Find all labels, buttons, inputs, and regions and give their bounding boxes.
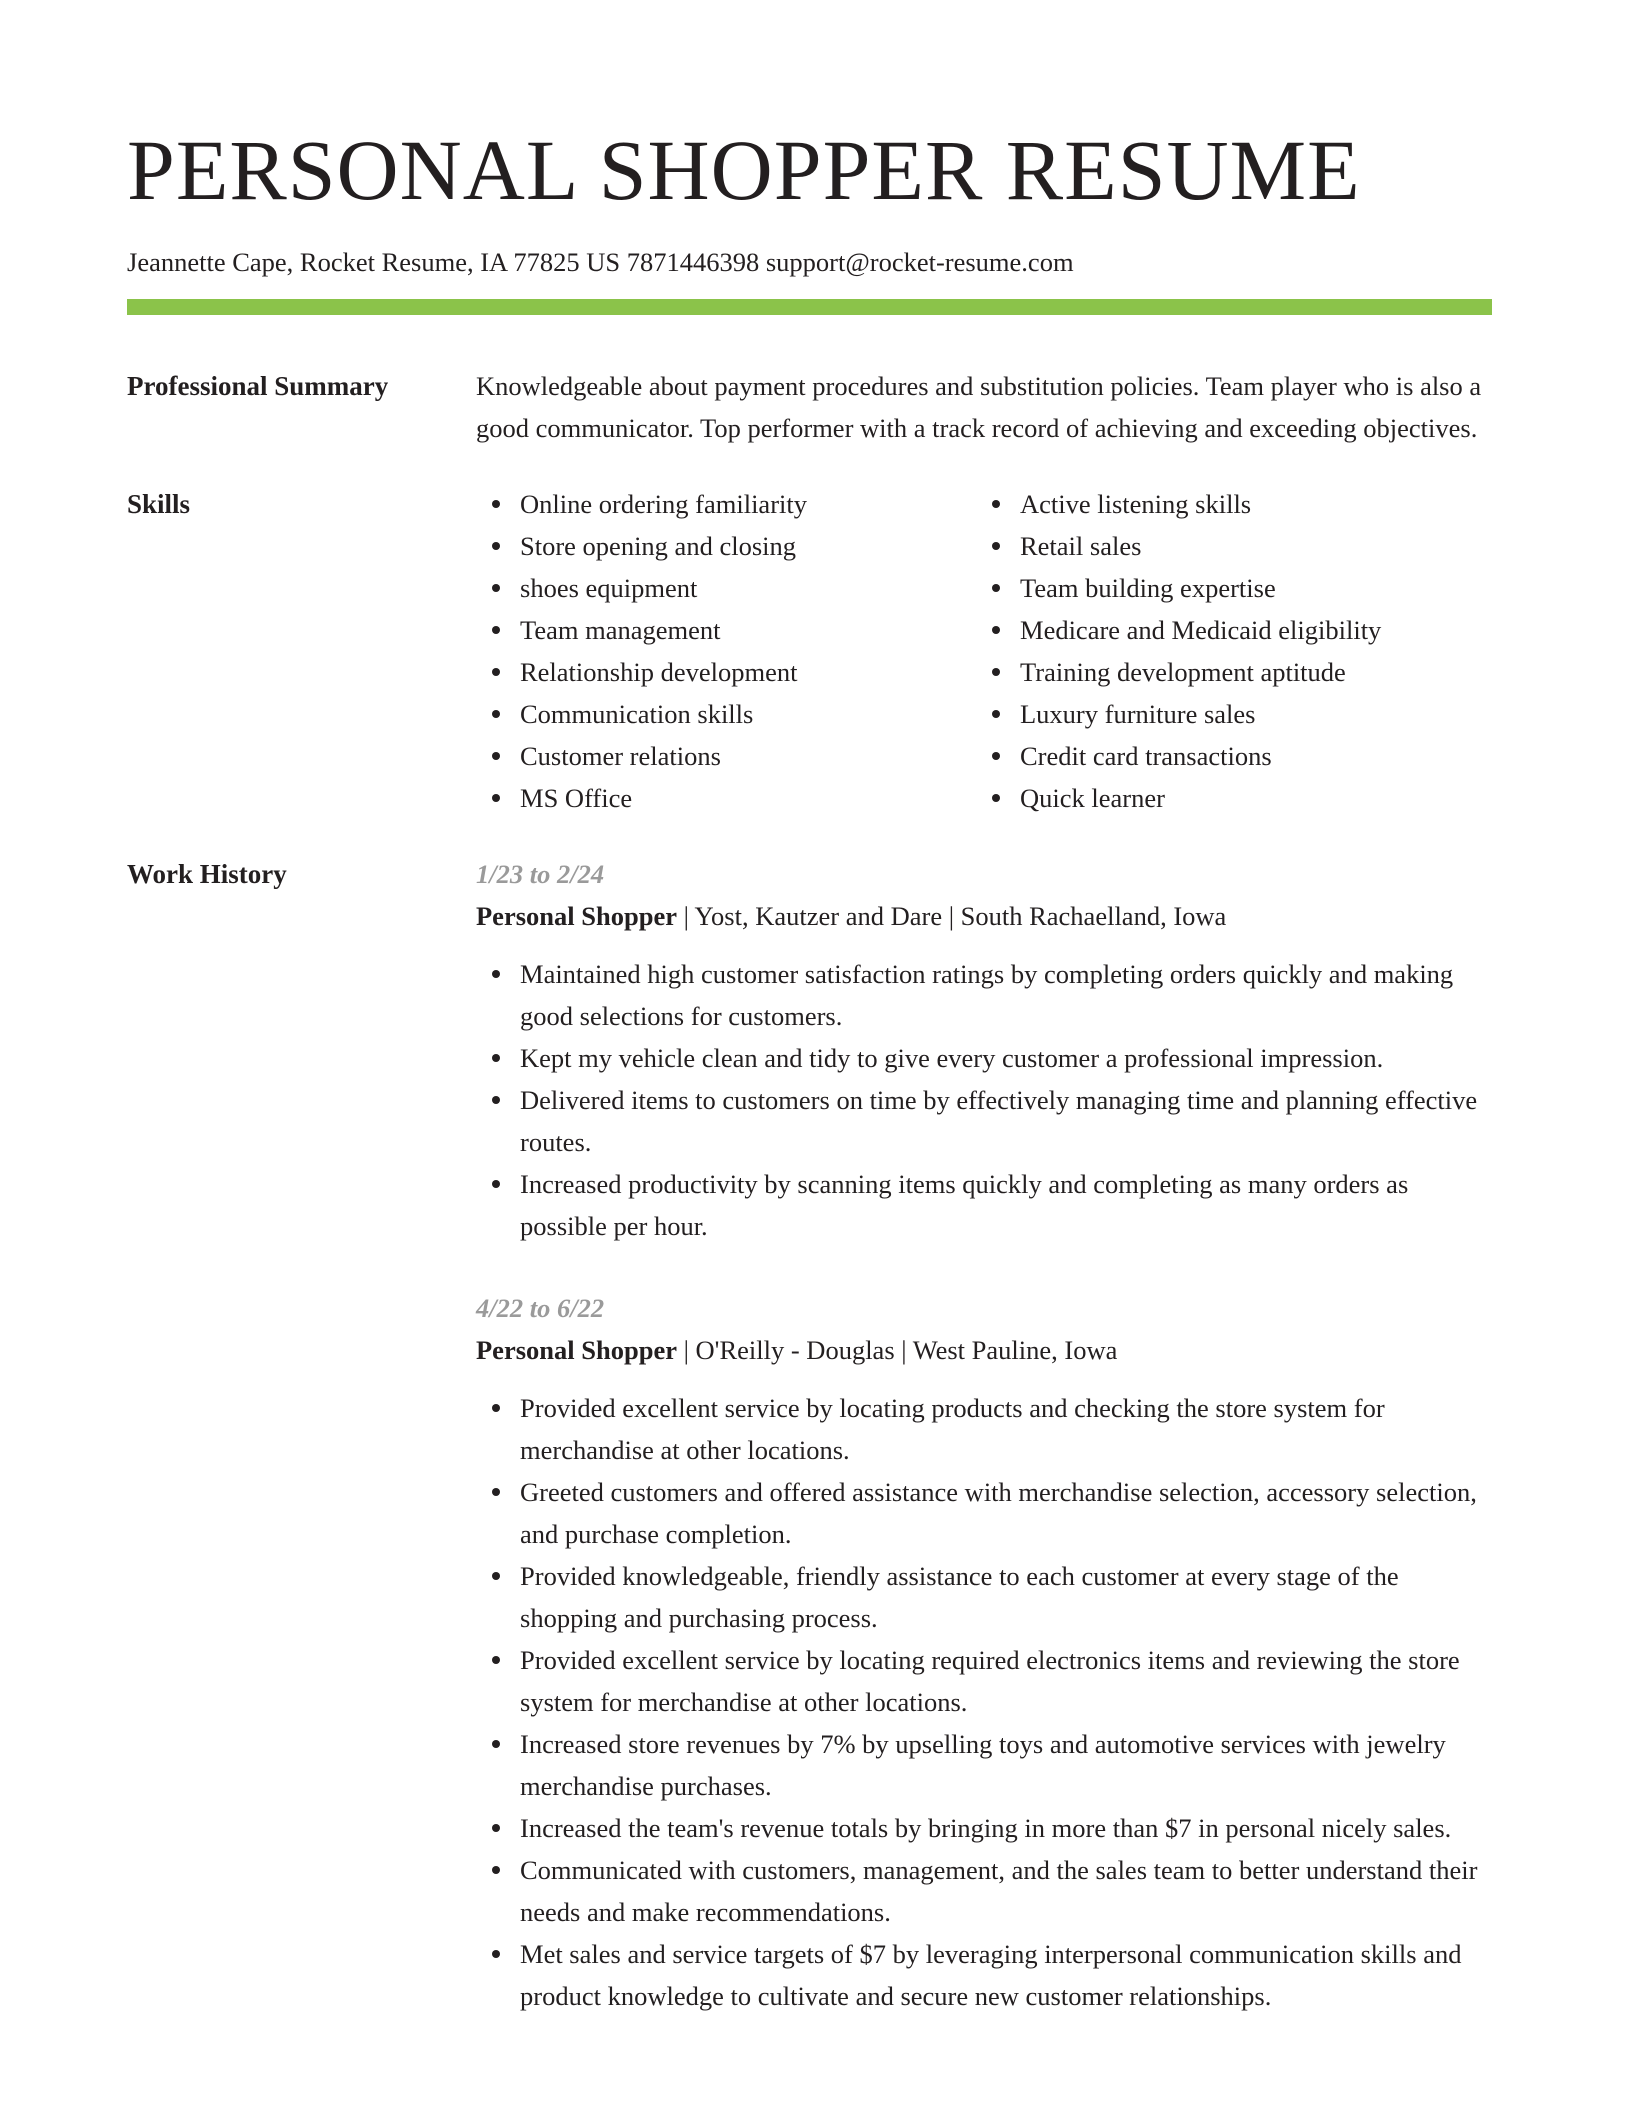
job-bullet: Increased store revenues by 7% by upselling toys and automotive services with jewelry merchandise purchases. <box>476 1723 1492 1807</box>
job-bullet: Provided excellent service by locating products and checking the store system for merchandise at other locations. <box>476 1387 1492 1471</box>
skill-item: Communication skills <box>476 693 976 735</box>
job-bullet: Provided knowledgeable, friendly assistance to each customer at every stage of the shopping and purchasing process. <box>476 1555 1492 1639</box>
skill-item: Retail sales <box>976 525 1492 567</box>
skill-item: Team building expertise <box>976 567 1492 609</box>
job-dates: 1/23 to 2/24 <box>476 859 605 889</box>
job-entry <box>476 853 1492 1247</box>
job-entry <box>476 1287 1492 2017</box>
skill-item: Team management <box>476 609 976 651</box>
skill-item: Credit card transactions <box>976 735 1492 777</box>
job-bullet: Increased the team's revenue totals by bringing in more than $7 in personal nicely sales. <box>476 1807 1492 1849</box>
work-history-section <box>127 853 1492 2017</box>
skill-item: Quick learner <box>976 777 1492 819</box>
job-bullet: Delivered items to customers on time by effectively managing time and planning effective routes. <box>476 1079 1492 1163</box>
skills-column-2 <box>976 483 1492 819</box>
section-label-work-history: Work History <box>127 859 287 889</box>
job-dates: 4/22 to 6/22 <box>476 1293 605 1323</box>
summary-text: Knowledgeable about payment procedures and substitution policies. Team player who is also a good communicator. Top performer with a track record of achieving and exceeding objectives. <box>476 371 1482 443</box>
skill-item: Luxury furniture sales <box>976 693 1492 735</box>
job-heading <box>476 1329 1492 1371</box>
skill-item: Training development aptitude <box>976 651 1492 693</box>
skill-item: Online ordering familiarity <box>476 483 976 525</box>
skill-item: shoes equipment <box>476 567 976 609</box>
job-bullet: Kept my vehicle clean and tidy to give every customer a professional impression. <box>476 1037 1492 1079</box>
job-employer-location: | Yost, Kautzer and Dare | South Rachaelland, Iowa <box>676 901 1227 931</box>
section-label-skills: Skills <box>127 489 191 519</box>
skill-item: MS Office <box>476 777 976 819</box>
resume-title: PERSONAL SHOPPER RESUME <box>127 122 1361 218</box>
skill-item: Store opening and closing <box>476 525 976 567</box>
skills-section <box>127 483 1492 819</box>
job-bullets <box>476 953 1492 1247</box>
section-label-summary: Professional Summary <box>127 371 389 401</box>
skills-column-1 <box>476 483 976 819</box>
resume-page <box>127 120 1492 2017</box>
job-bullet: Communicated with customers, management, and the sales team to better understand their needs and make recommendations. <box>476 1849 1492 1933</box>
job-title: Personal Shopper <box>476 1335 677 1365</box>
skills-list <box>476 483 1492 819</box>
skill-item: Active listening skills <box>976 483 1492 525</box>
professional-summary-section <box>127 365 1492 449</box>
job-bullets <box>476 1387 1492 2017</box>
job-employer-location: | O'Reilly - Douglas | West Pauline, Iowa <box>676 1335 1118 1365</box>
accent-divider <box>127 299 1492 315</box>
skill-item: Medicare and Medicaid eligibility <box>976 609 1492 651</box>
skill-item: Customer relations <box>476 735 976 777</box>
job-bullet: Provided excellent service by locating required electronics items and reviewing the store system for merchandise at other locations. <box>476 1639 1492 1723</box>
job-heading <box>476 895 1492 937</box>
contact-line: Jeannette Cape, Rocket Resume, IA 77825 US 7871446398 support@rocket-resume.com <box>127 247 1074 277</box>
job-bullet: Met sales and service targets of $7 by leveraging interpersonal communication skills and product knowledge to cultivate and secure new customer relationships. <box>476 1933 1492 2017</box>
job-bullet: Greeted customers and offered assistance with merchandise selection, accessory selection, and purchase completion. <box>476 1471 1492 1555</box>
job-title: Personal Shopper <box>476 901 677 931</box>
work-history-list <box>476 853 1492 2017</box>
job-bullet: Maintained high customer satisfaction ratings by completing orders quickly and making good selections for customers. <box>476 953 1492 1037</box>
skill-item: Relationship development <box>476 651 976 693</box>
job-bullet: Increased productivity by scanning items quickly and completing as many orders as possible per hour. <box>476 1163 1492 1247</box>
